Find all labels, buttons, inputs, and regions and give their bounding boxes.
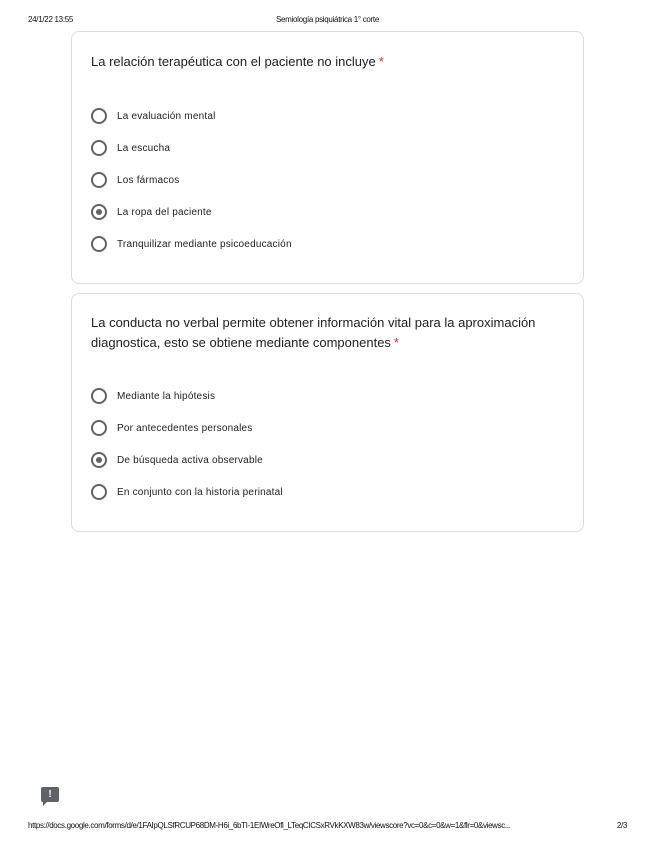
question-title bbox=[91, 313, 561, 353]
radio-group bbox=[91, 100, 292, 260]
radio-button-checked[interactable] bbox=[91, 452, 107, 468]
option-label: Tranquilizar mediante psicoeducación bbox=[117, 238, 292, 250]
radio-button[interactable] bbox=[91, 484, 107, 500]
question-card-2 bbox=[71, 293, 584, 532]
required-asterisk: * bbox=[378, 54, 384, 69]
radio-button[interactable] bbox=[91, 236, 107, 252]
radio-button[interactable] bbox=[91, 420, 107, 436]
question-text: La relación terapéutica con el paciente no incluye bbox=[91, 54, 376, 69]
question-title bbox=[91, 52, 561, 72]
radio-option[interactable] bbox=[91, 164, 292, 196]
option-label: La ropa del paciente bbox=[117, 206, 212, 218]
radio-option[interactable] bbox=[91, 132, 292, 164]
question-text: La conducta no verbal permite obtener información vital para la aproximación diagnostica, esto se obtiene mediante componentes bbox=[91, 315, 536, 350]
option-label: Mediante la hipótesis bbox=[117, 390, 216, 402]
print-footer bbox=[0, 821, 655, 833]
question-card-1 bbox=[71, 31, 584, 284]
radio-option[interactable] bbox=[91, 100, 292, 132]
radio-button[interactable] bbox=[91, 172, 107, 188]
radio-option[interactable] bbox=[91, 380, 283, 412]
radio-button[interactable] bbox=[91, 108, 107, 124]
radio-option-selected[interactable] bbox=[91, 444, 283, 476]
radio-option[interactable] bbox=[91, 228, 292, 260]
radio-button[interactable] bbox=[91, 388, 107, 404]
page-number: 2/3 bbox=[616, 821, 627, 830]
option-label: Los fármacos bbox=[117, 174, 180, 186]
print-page-title: Semiología psiquiátrica 1° corte bbox=[276, 15, 379, 24]
feedback-icon[interactable]: ! bbox=[41, 787, 59, 802]
radio-option[interactable] bbox=[91, 412, 283, 444]
option-label: La escucha bbox=[117, 142, 171, 154]
print-header bbox=[0, 15, 655, 27]
radio-option-selected[interactable] bbox=[91, 196, 292, 228]
option-label: Por antecedentes personales bbox=[117, 422, 253, 434]
print-date: 24/1/22 13:55 bbox=[28, 15, 74, 24]
option-label: La evaluación mental bbox=[117, 110, 216, 122]
option-label: En conjunto con la historia perinatal bbox=[117, 486, 283, 498]
radio-option[interactable] bbox=[91, 476, 283, 508]
option-label: De búsqueda activa observable bbox=[117, 454, 263, 466]
radio-button[interactable] bbox=[91, 140, 107, 156]
print-url: https://docs.google.com/forms/d/e/1FAIpQLSfRCUP68DM-H6i_6bTI-1EIWreOfl_LTeqCICSxRVkKXW83w/viewscore?vc=0&c=0&w=1&flr=0&viewsc... bbox=[28, 821, 511, 830]
radio-group bbox=[91, 380, 283, 508]
radio-button-checked[interactable] bbox=[91, 204, 107, 220]
required-asterisk: * bbox=[393, 335, 399, 350]
